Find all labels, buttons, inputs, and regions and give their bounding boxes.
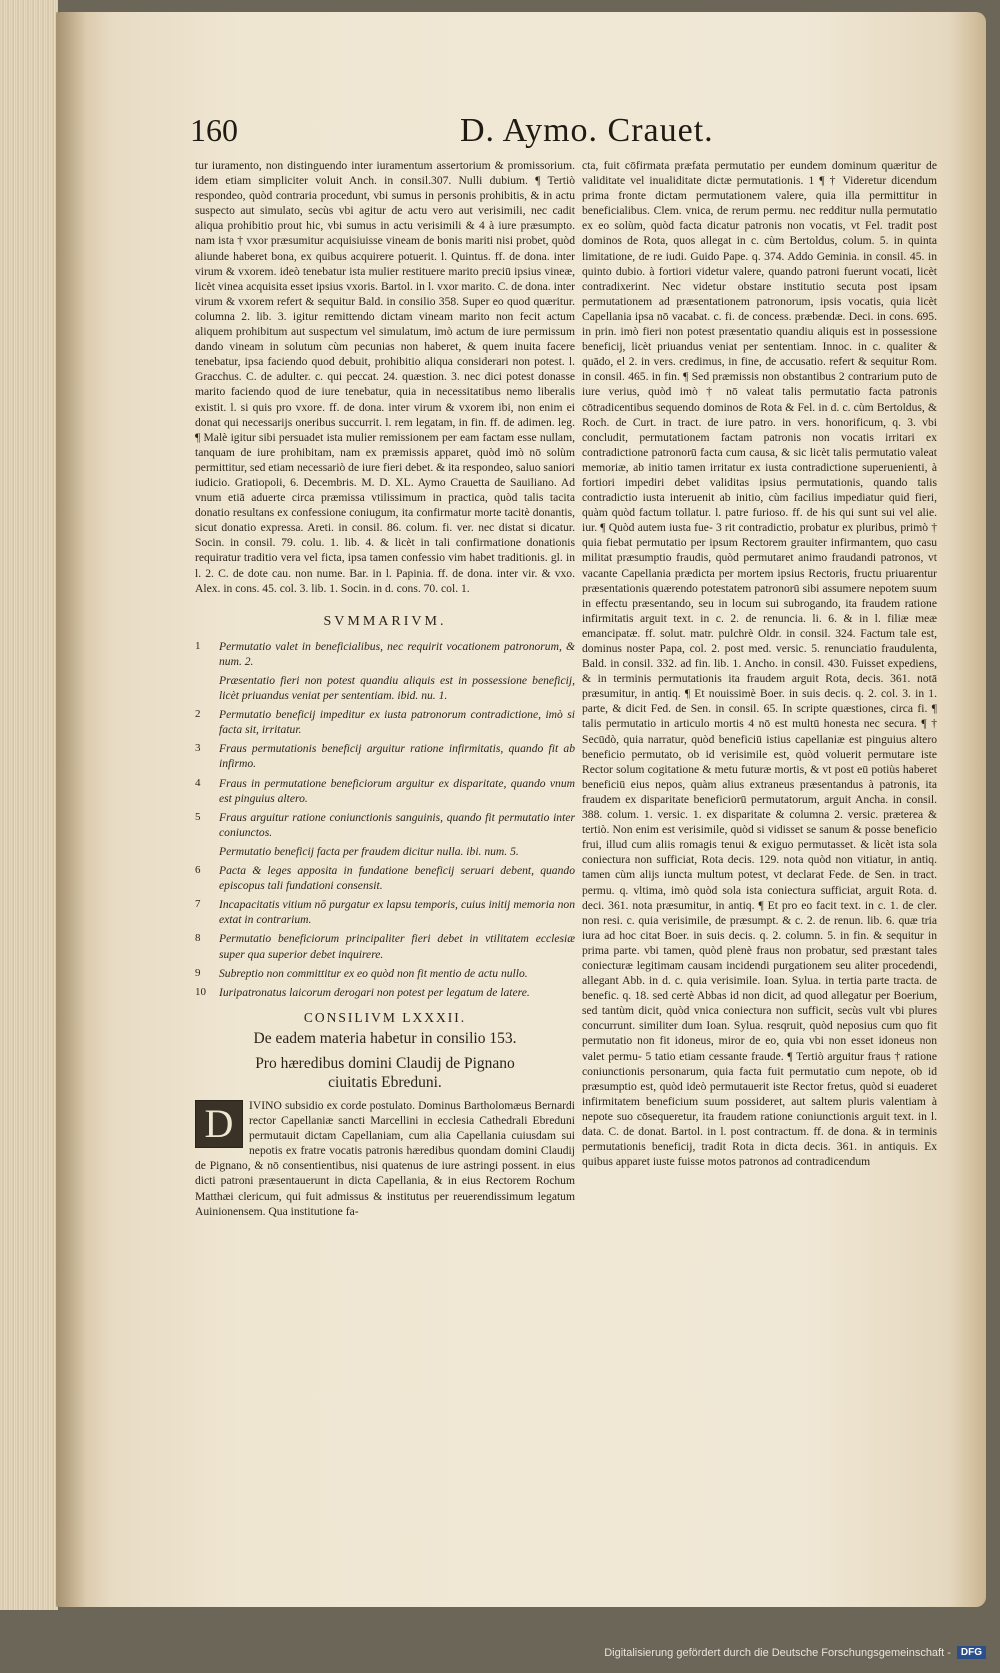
summary-number: 10 — [195, 985, 206, 998]
heirs-line-2: ciuitatis Ebreduni. — [328, 1073, 442, 1091]
right-paragraph: cta, fuit cōfirmata præfata permutatio per eundem dominum quæritur de validitate vel inualiditate dictæ permutationis. 1 ¶ † Videretur dicendum prima fronte dictam permutationem valere, quia illa permittitur in beneficialibus. Clem. vnica, de rerum permu. nec redditur nulla permutatio ex eo solùm, quòd facta dicatur patronis non vocatis, vt Fel. tradit post dominos de Rota, quos allegat in c. cùm Bertoldus, colum. 5. in quinta limitatione, de re iudi. Guido Pape. q. 374. Addo Geminia. in consil. 45. in quinto dubio. à fortiori videtur valere, quando patroni fuerunt vocati, licèt contradixerint. Nec videtur obstare institutio secuta post ipsam permutationem ad præsentationem patronorum, ipsis vocatis, quia licèt Capellania ipsa nō vacabat. c. fi. de concess. præbendæ. Deci. in cons. 695. in prin. imò fieri non potest præsentatio quandiu aliquis est in possessione beneficij, licèt priuandus veniat per sententiam. Innoc. in c. qualiter & quādo, el 2. in vers. credimus, in fine, de accusatio. refert & sequitur Rom. in consil. 465. in fin. ¶ Sed præmissis non obstantibus 2 contrarium puto de iure verius, quòd imò † nō valeat talis permutatio facta patronis cōtradicentibus sequendo dominos de Rota & Fel. in d. c. cùm Bertoldus, & Roch. de Curt. in tract. de iure patro. in vers. honorificum, q. 3. vbi concludit, permutationem factam patronis non vocatis irritari ex contradictione patronorū facta cum causa, & sic licèt talis permutatio valeat memoriæ, ab initio tamen irritatur ex iusta contradictione superuenienti, à fortiori impediri debet validitas ipsius permutationis, quando talis contradictio iusta interuenit ab initio, cùm facilius impediatur quid fieri, quàm quòd factum tollatur. l. patre furioso. ff. de his qui sunt sui vel alie. iur. ¶ Quòd autem iusta fue- 3 rit contradictio, probatur ex pluribus, primò † quia fiebat permutatio per ipsum Rectorem grauiter infirmantem, quo casu militat præsumptio fraudis, quòd permutaret animo fraudandi patronos, vt vacante Capellania prædicta per mortem ipsius Rectoris, fructu priuarentur præsentationis quærendo potestatem patronorū sibi assumere nepotem suum in effectu præsentando, seu in locum sui subrogando, ita fraudem ratione infirmitatis arguit text. in c. 2. de renuncia. li. 6. & in l. filiæ meæ emancipatæ. ff. solut. matr. pulchrè Oldr. in consil. 324. Factum tale est, dominus noster Papa, col. 2. post med. versic. 5. renunciatio fraudulenta, Bald. in consil. 332. ad fin. lib. 1. Ancho. in consil. 430. Fuisset expediens, & in terminis permutationis ita fraudem arguit Rota, decis. 361. notā præsumitur, in antiq. ¶ Et nouissimè Boer. in suis decis. q. 2. col. 3. in 1. parte, & dicit Fed. de Sen. in consil. 65. In scripte quæstiones, circa fi. ¶ talis permutatio in articulo mortis 4 nō est multū honesta nec secura. ¶ † Secūdò, quia narratur, quòd beneficiū istius capellaniæ est pinguius altero beneficio permutato, ob id verisimile est, quòd voluerit permutare iste Rector solum cogitatione & metu futuræ mortis, & vt post eū potiùs haberet beneficiū eius nepos, quàm alius extraneus præsentandus à patronis, ita fraudem ex disparitate beneficiorū permutatorum, arguit Ancha. in consil. 388. colum. 1. versic. 1. ex disparitate & columna 2. versic. præterea & tertiò. Non enim est verisimile, quòd si vidisset se sanum & posse beneficio frui, illud cum aliis romagis tenui & exiguo permutasset. & licèt ista sola coniectura non sufficiat, Rota decis. 129. nota quòd non vitiatur, in antiq. tamen cùm alijs iuncta multum potest, vt declarat Fede. de Sen. in tract. permu. q. vltima, imò quòd sola ista coniectura sufficiat, arguit Rota. d. deci. 361. nota præsumitur, in antiq. ¶ Et pro eo facit text. in c. 1. de cler. non resi. c. quia verisimile, de præsumpt. & c. 2. de renun. lib. 6. quæ tria iura ad hoc citat Boer. in suis decis. q. 2. column. 5. in fin. & sequitur in prima parte. vbi tamen, quòd plenè fraus non probatur, sed præstant tales coniecturæ legitimam causam incidendi purgationem seu aliter procedendi, allegant Abb. in d. c. quia verisimile. Ioan. Sylua. in tertia parte tracta. de benefic. q. 18. sed certè Abbas id non dicit, ad quod allegatur per Boerium, sed tantùm dicit, quòd vnica coniectura non sufficit, secùs vult vbi plures concurrunt. similiter dum Ioan. Sylua. resqruit, quòd neposius cum quo fit permutatio non fit idoneus, miror de eo, quia vbi non esset idoneus non valet permu- 5 tatio etiam cessante fraude. ¶ Tertiò arguitur fraus † ratione coniunctionis personarum, quia facta fuit permutatio cum nepote, ob id præsumptio est, quòd ideò permutauerit iste Rector fretus, quòd si euaderet infirmitatem beneficium suum possideret, aut saltem pluris valentiam à nepote suo cōsequeretur, ita fraudem ratione coniunctionis arguit text. in l. data. C. de donat. Bartol. in l. post contractum. ff. de dona. & in terminis permutationis beneficij, tradit Rota in dicta decis. 361. in antiquis. Ex quibus apparet iuste fuisse motos patronos ad contradicendum — [582, 159, 937, 1169]
summary-number: 4 — [195, 776, 201, 789]
summary-number: 9 — [195, 966, 201, 979]
summary-text: Pacta & leges apposita in fundatione beneficij seruari debent, quando episcopus tali fundationi consensit. — [219, 864, 575, 893]
left-column — [195, 158, 575, 1219]
summary-item — [195, 810, 575, 840]
summary-item — [195, 844, 575, 859]
digitization-footer — [604, 1646, 986, 1659]
summary-text: Præsentatio fieri non potest quandiu aliquis est in possessione beneficij, licèt priuandus veniat per sententiam. ibid. nu. 1. — [219, 674, 575, 703]
summary-item — [195, 776, 575, 806]
summary-item — [195, 897, 575, 927]
consilium-title: CONSILIVM LXXXII. — [303, 1009, 467, 1025]
summary-item — [195, 863, 575, 893]
summary-item — [195, 985, 575, 1000]
summary-text: Permutatio beneficij facta per fraudem dicitur nulla. ibi. num. 5. — [219, 844, 519, 858]
left-paragraph: tur iuramento, non distinguendo inter iuramentum assertorium & promissorium. idem etiam simpliciter voluit Anch. in consil.307. Nulli dubium. ¶ Tertiò respondeo, quòd contraria procedunt, vbi sumus in personis prohibitis, & in actu suspecto aut simulato, secùs vbi agitur de actu vero aut verisimili, nec cadit aliqua prohibitio prout hic, vbi sumus in actu verisimili & 4 à iure præsumpto. nam ista † vxor præsumitur acquisiuisse vineam de bonis mariti nisi probet, quòd aliunde haberet bona, ex quibus acquirere potuerit. l. Quintus. ff. de dona. inter virum & vxorem. ideò tenebatur ista mulier restituere marito preciū ipsius vineæ, licèt vinea acquisita esset ipsius vxoris. Bartol. in l. vxor marito. C. de dona. inter virum & vxorem refert & sequitur Bald. in consilio 358. Super eo quod quæritur. columna 2. lib. 3. igitur remittendo dictam vineam marito non fecit actum aliquem prohibitum aut suspectum vel simulatum, imò actum de iure permissum dando vineam in solutum cùm pecunias non haberet, & quem inuita facere tenebatur, ipsa faciendo quod debuit, prohibitio aliqua considerari non potest. l. Gracchus. C. de adulter. c. qui peccat. 24. quæstion. 3. nec dici potest donasse marito faciendo quod de iure tenebatur, quia in necessitatibus nemo liberalis existit. l. si quis pro vxore. ff. de dona. inter virum & vxorem ibi, non enim ei donat qui necessarijs oneribus succurrit. l. rem legatam, in fin. ff. de adimen. leg. ¶ Malè igitur sibi persuadet ista mulier remissionem per eam factam esse nullam, tanquam de iure prohibitam, nam ex præmissis apparet, quòd imò nō solùm permittitur, sed etiam necessariò de iure fieri debet. & ita respondeo, saluo saniori iudicio. Gratiopoli, 6. Decembris. M. D. XL. Aymo Crauetta de Sauiliano. Ad vnum etiā aduerte circa præmissa vtilissimum in practica, quòd talis tacita donatio resultans ex confessione coniugum, ita confirmatur morte tacitè donantis, sicut donatio expressa. Areti. in consil. 86. colum. fi. ver. nec distat si dicatur. Socin. in consil. 79. colu. 1. lib. 4. & licèt in tali confirmatione donationis requiratur traditio vera vel ficta, ipsa tamen confessio vim habet traditionis. gl. in l. 2. C. de dote cau. non nume. Bar. in l. Papinia. ff. de dona. inter vir. & vxo. Alex. in cons. 45. col. 3. lib. 1. Socin. in d. cons. 70. col. 1. — [195, 159, 575, 595]
dfg-logo: DFG — [957, 1646, 986, 1659]
right-column — [582, 158, 937, 1169]
summary-text: Subreptio non committitur ex eo quòd non fit mentio de actu nullo. — [219, 966, 528, 980]
decorated-initial: D — [195, 1100, 243, 1148]
footer-text: Digitalisierung gefördert durch die Deutsche Forschungsgemeinschaft - — [604, 1646, 951, 1659]
summary-number: 1 — [195, 639, 201, 652]
summary-text: Fraus permutationis beneficij arguitur ratione infirmitatis, quando fit ab infirmo. — [219, 742, 575, 771]
summary-title: SVMMARIVM. — [323, 613, 447, 629]
gutter-shadow — [56, 12, 86, 1607]
summary-item — [195, 673, 575, 703]
summary-text: Permutatio beneficiorum principaliter fieri debet in vtilitatem ecclesiæ super qua superior debet inquirere. — [219, 932, 575, 961]
page-number: 160 — [190, 112, 238, 148]
summary-text: Incapacitatis vitium nō purgatur ex lapsu temporis, cuius initij memoria non extat in contrarium. — [219, 898, 575, 927]
summary-item — [195, 707, 575, 737]
summary-text: Fraus arguitur ratione coniunctionis sanguinis, quando fit permutatio inter coniunctos. — [219, 810, 575, 839]
heirs-heading — [195, 1054, 575, 1092]
summary-text: Permutatio beneficij impeditur ex iusta patronorum contradictione, imò si facta sit, irritatur. — [219, 708, 575, 737]
heirs-line-1: Pro hæredibus domini Claudij de Pignano — [255, 1054, 515, 1072]
summary-item — [195, 639, 575, 669]
summary-item — [195, 966, 575, 981]
page-header — [190, 112, 950, 156]
materia-line: De eadem materia habetur in consilio 153. — [253, 1029, 517, 1047]
summary-number: 7 — [195, 898, 201, 911]
consilium-body — [195, 1098, 575, 1219]
summary-text: Permutatio valet in beneficialibus, nec requirit vocationem patronorum, & num. 2. — [219, 639, 575, 668]
summary-number: 6 — [195, 864, 201, 877]
summary-number: 2 — [195, 708, 201, 721]
summary-text: Fraus in permutatione beneficiorum arguitur ex disparitate, quando vnum est pinguius altero. — [219, 776, 575, 805]
summary-item — [195, 741, 575, 771]
consilium-body-text: IVINO subsidio ex corde postulato. Dominus Bartholomæus Bernardi rector Capellaniæ sancti Marcellini in ecclesia Cathedrali Ebreduni permutauit dictam Capellaniam, cum alia Capellania cuiusdam sui nepotis ex fratre vocatis patronis hæredibus quondam domini Claudij de Pignano, & nō consentientibus, nisi quatenus de iure astringi possent. in eius dicti patroni præsentauerunt in dicta Capellania, & in eius Rectorem Rochum Matthæi clericum, qui fuit admissus & institutus per reuerendissimum legatum Auinionensem. Qua institutione fa- — [195, 1098, 575, 1218]
summary-number: 3 — [195, 742, 201, 755]
summary-list — [195, 639, 575, 1000]
summary-text: Iuripatronatus laicorum derogari non potest per legatum de latere. — [219, 985, 530, 999]
summary-item — [195, 931, 575, 961]
summary-number: 8 — [195, 932, 201, 945]
running-head: D. Aymo. Crauet. — [460, 112, 714, 149]
summary-number: 5 — [195, 810, 201, 823]
book-page-edges — [0, 0, 58, 1610]
